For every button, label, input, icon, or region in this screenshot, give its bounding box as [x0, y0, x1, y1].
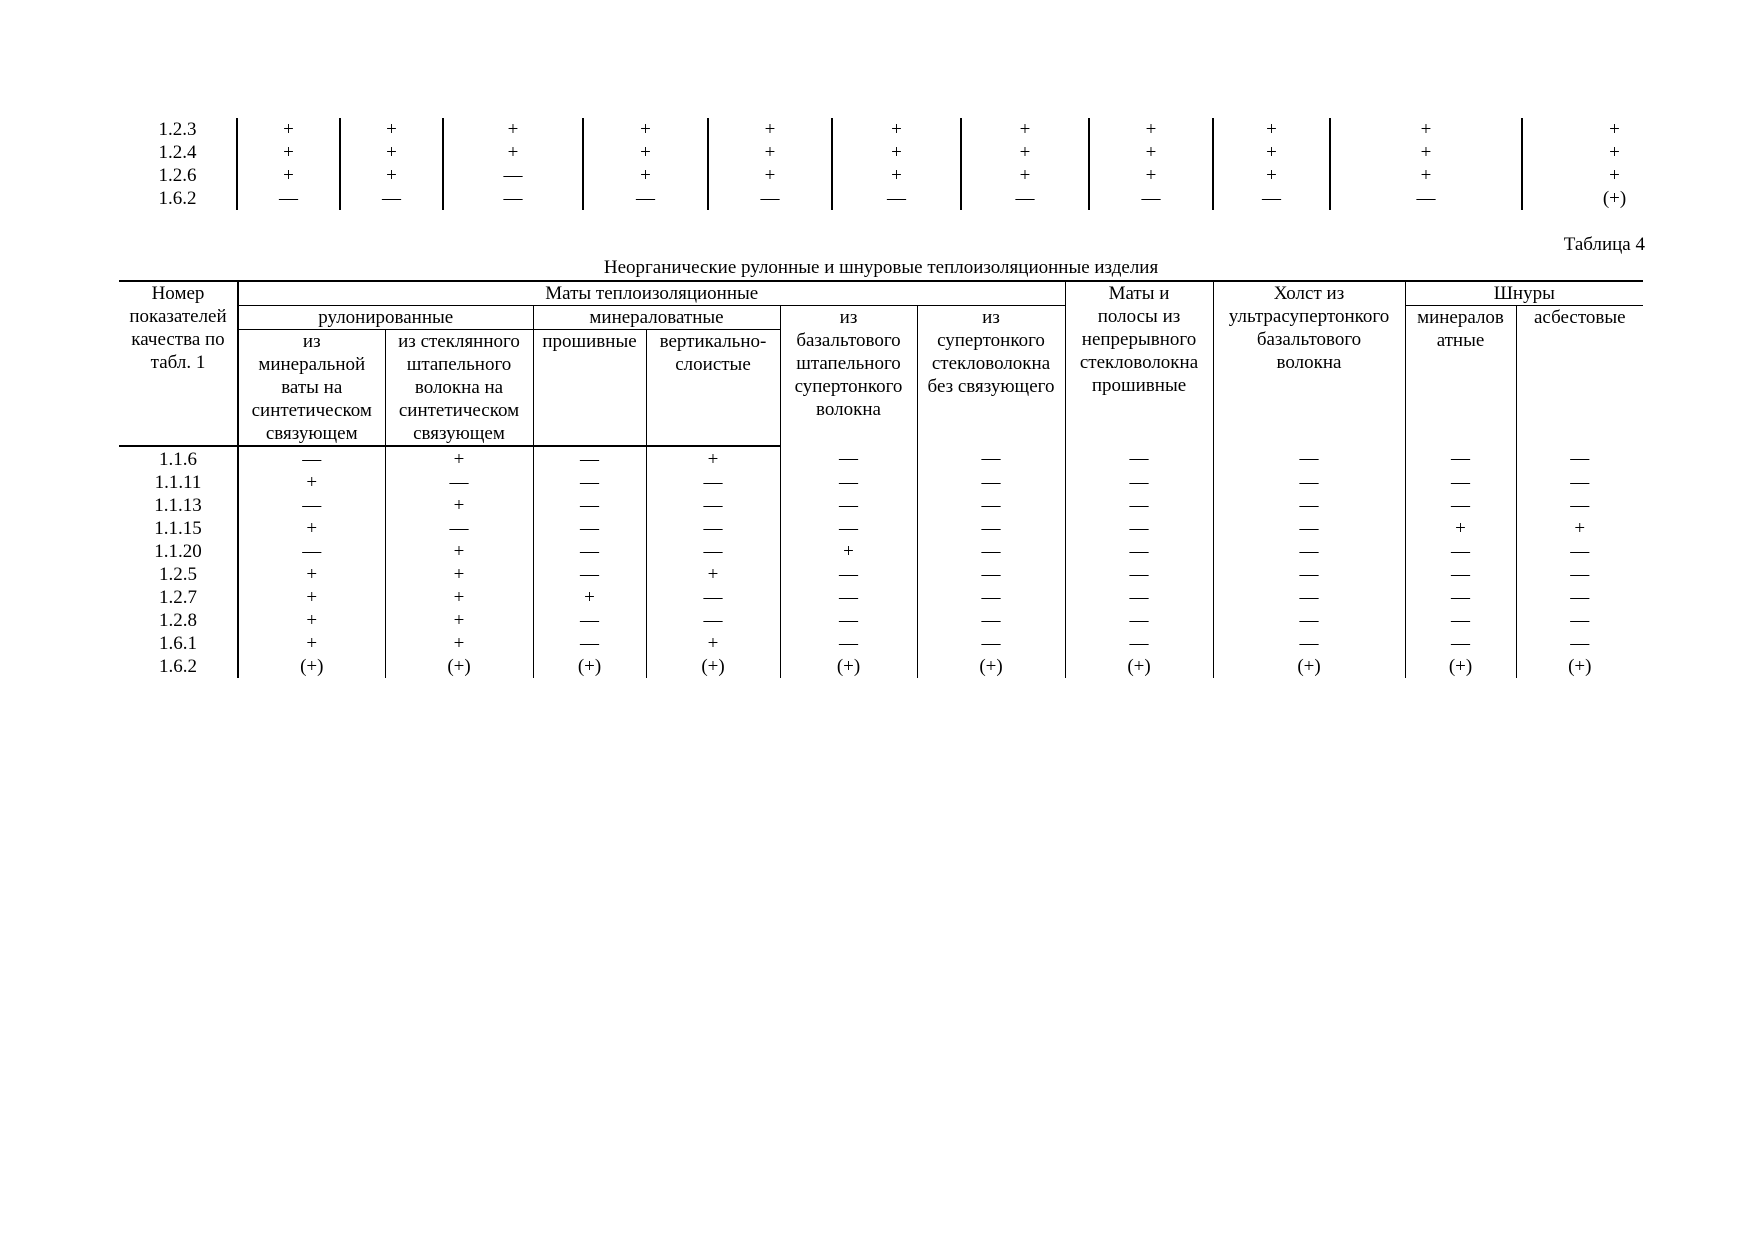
- header-rolled-mineral: из минеральной ваты на синтетическом связующем: [238, 330, 385, 447]
- table-cell: (+): [917, 655, 1065, 678]
- table-cell: +: [238, 517, 385, 540]
- table-cell: —: [1405, 632, 1516, 655]
- table-cell: (+): [238, 655, 385, 678]
- table-cell: —: [340, 187, 443, 210]
- table-cell: —: [443, 164, 583, 187]
- table-cell: —: [780, 563, 917, 586]
- table-cell: —: [1065, 446, 1213, 471]
- table-cell: —: [780, 517, 917, 540]
- table-row: [119, 517, 1643, 540]
- table-cell: —: [780, 471, 917, 494]
- table-cell: —: [1516, 471, 1643, 494]
- table-cell: +: [583, 118, 708, 141]
- table-row: [119, 141, 1706, 164]
- row-number: 1.6.2: [159, 656, 197, 677]
- table-cell: +: [832, 141, 961, 164]
- table-cell: +: [1089, 164, 1213, 187]
- table-cell: —: [1213, 632, 1405, 655]
- table-cell: +: [237, 164, 340, 187]
- table-cell: (+): [385, 655, 533, 678]
- table-cell: +: [1330, 141, 1522, 164]
- table-cell: —: [1065, 471, 1213, 494]
- table-cell: +: [780, 540, 917, 563]
- table-cell: +: [237, 118, 340, 141]
- table-cell: —: [1065, 586, 1213, 609]
- table-cell: —: [1516, 446, 1643, 471]
- table-cell: +: [1522, 118, 1706, 141]
- table-cell: +: [340, 141, 443, 164]
- table-cell: —: [1330, 187, 1522, 210]
- row-number: 1.2.8: [159, 610, 197, 631]
- table-caption: Таблица 4: [1563, 234, 1645, 255]
- table-cell: —: [646, 471, 780, 494]
- table-cell: +: [961, 118, 1089, 141]
- row-number: 1.1.13: [154, 495, 202, 516]
- table-cell: +: [1405, 517, 1516, 540]
- table-cell: +: [443, 118, 583, 141]
- table-cell: —: [1213, 609, 1405, 632]
- table-cell: —: [583, 187, 708, 210]
- table-cell: —: [917, 517, 1065, 540]
- table-cell: +: [1516, 517, 1643, 540]
- table-cell: +: [443, 141, 583, 164]
- table-cell: —: [1405, 494, 1516, 517]
- table-cell: —: [533, 494, 646, 517]
- table-cell: (+): [1213, 655, 1405, 678]
- table-cell: +: [832, 164, 961, 187]
- table-cell: +: [385, 586, 533, 609]
- table-row: [119, 609, 1643, 632]
- header-cords-asbestos: асбестовые: [1516, 306, 1643, 447]
- continuation-table: [119, 118, 1706, 210]
- table-cell: +: [832, 118, 961, 141]
- table-title: Неорганические рулонные и шнуровые теплоизоляционные изделия: [603, 257, 1159, 278]
- table-cell: —: [533, 517, 646, 540]
- table-cell: —: [1405, 563, 1516, 586]
- table-cell: +: [385, 540, 533, 563]
- table-cell: —: [1405, 586, 1516, 609]
- table-cell: —: [1405, 446, 1516, 471]
- table-cell: +: [583, 141, 708, 164]
- table-row: [119, 187, 1706, 210]
- table-cell: +: [385, 563, 533, 586]
- table-cell: (+): [1405, 655, 1516, 678]
- table-cell: —: [533, 446, 646, 471]
- table-cell: —: [917, 446, 1065, 471]
- table-cell: —: [533, 471, 646, 494]
- table-cell: —: [780, 632, 917, 655]
- table-cell: —: [1065, 540, 1213, 563]
- table-cell: —: [1516, 586, 1643, 609]
- header-mineral-wool: минераловатные: [533, 306, 780, 330]
- table-cell: (+): [533, 655, 646, 678]
- table-cell: —: [917, 494, 1065, 517]
- table-cell: —: [385, 517, 533, 540]
- table-cell: —: [917, 632, 1065, 655]
- table-row: [119, 118, 1706, 141]
- continuation-body: [119, 118, 1706, 210]
- table-cell: —: [646, 540, 780, 563]
- table-cell: +: [1089, 118, 1213, 141]
- row-number: 1.1.20: [154, 541, 202, 562]
- table-cell: +: [708, 141, 832, 164]
- table-row: [119, 586, 1643, 609]
- header-cords: Шнуры: [1405, 281, 1643, 306]
- row-number: 1.2.6: [158, 165, 197, 186]
- table-cell: +: [1089, 141, 1213, 164]
- table-cell: —: [646, 494, 780, 517]
- table-cell: —: [646, 586, 780, 609]
- table-cell: +: [1330, 164, 1522, 187]
- header-number: Номер показателей качества по табл. 1: [119, 281, 238, 446]
- table-cell: +: [238, 632, 385, 655]
- table-cell: (+): [646, 655, 780, 678]
- table-cell: —: [1516, 540, 1643, 563]
- table-cell: —: [917, 609, 1065, 632]
- table-cell: —: [533, 540, 646, 563]
- table-cell: +: [583, 164, 708, 187]
- table-cell: —: [780, 446, 917, 471]
- table-cell: —: [1065, 494, 1213, 517]
- table-cell: —: [780, 494, 917, 517]
- table-cell: +: [1522, 164, 1706, 187]
- table-cell: —: [533, 563, 646, 586]
- table-cell: —: [1405, 609, 1516, 632]
- table-cell: —: [917, 540, 1065, 563]
- table-cell: —: [238, 446, 385, 471]
- row-number: 1.2.3: [158, 119, 197, 140]
- table-cell: +: [708, 118, 832, 141]
- table-cell: —: [238, 540, 385, 563]
- table-cell: —: [237, 187, 340, 210]
- table-cell: +: [385, 632, 533, 655]
- header-basalt: из базальтового штапельного супертонкого волокна: [780, 306, 917, 447]
- table-cell: —: [533, 609, 646, 632]
- header-rolled: рулонированные: [238, 306, 533, 330]
- table-cell: —: [1213, 494, 1405, 517]
- header-cords-mineral: минералов атные: [1405, 306, 1516, 447]
- table-cell: —: [917, 586, 1065, 609]
- table-cell: (+): [1516, 655, 1643, 678]
- table-cell: —: [1516, 563, 1643, 586]
- header-mats-strips: Маты и полосы из непрерывного стекловолокна прошивные: [1065, 281, 1213, 446]
- table-cell: +: [1213, 118, 1330, 141]
- header-stitched: прошивные: [533, 330, 646, 447]
- table-cell: +: [961, 164, 1089, 187]
- table-cell: —: [443, 187, 583, 210]
- table-cell: —: [1516, 609, 1643, 632]
- table-row: [119, 563, 1643, 586]
- table-cell: +: [1213, 164, 1330, 187]
- table-cell: —: [1213, 563, 1405, 586]
- table-cell: —: [1065, 563, 1213, 586]
- table-cell: (+): [780, 655, 917, 678]
- table-row: [119, 471, 1643, 494]
- table-cell: +: [646, 446, 780, 471]
- table-row: [119, 540, 1643, 563]
- row-number: 1.1.15: [154, 518, 202, 539]
- table-cell: +: [238, 563, 385, 586]
- table-row: [119, 632, 1643, 655]
- table-cell: —: [917, 471, 1065, 494]
- table-cell: —: [780, 609, 917, 632]
- row-number: 1.2.5: [159, 564, 197, 585]
- table-cell: +: [340, 118, 443, 141]
- table-cell: —: [1213, 187, 1330, 210]
- table-cell: —: [1516, 494, 1643, 517]
- row-number: 1.1.11: [154, 472, 202, 493]
- table-cell: +: [708, 164, 832, 187]
- table-4: [119, 256, 1643, 678]
- table-cell: +: [646, 563, 780, 586]
- table-cell: —: [533, 632, 646, 655]
- row-number: 1.2.7: [159, 587, 197, 608]
- header-canvas: Холст из ультрасупертонкого базальтового волокна: [1213, 281, 1405, 446]
- row-number: 1.6.1: [159, 633, 197, 654]
- table-cell: +: [340, 164, 443, 187]
- table-cell: +: [1213, 141, 1330, 164]
- table-cell: +: [385, 494, 533, 517]
- table-cell: +: [238, 609, 385, 632]
- table-cell: —: [780, 586, 917, 609]
- table-cell: —: [1516, 632, 1643, 655]
- row-number: 1.6.2: [158, 188, 197, 209]
- table-row: [119, 655, 1643, 678]
- table-cell: —: [238, 494, 385, 517]
- header-rolled-glass: из стеклянного штапельного волокна на синтетическом связующем: [385, 330, 533, 447]
- table-cell: —: [646, 517, 780, 540]
- table-cell: +: [385, 446, 533, 471]
- table-cell: +: [238, 586, 385, 609]
- table-cell: —: [917, 563, 1065, 586]
- table-cell: —: [1065, 609, 1213, 632]
- table-cell: +: [646, 632, 780, 655]
- table-cell: —: [1213, 540, 1405, 563]
- table-cell: —: [961, 187, 1089, 210]
- table-cell: (+): [1065, 655, 1213, 678]
- table-cell: —: [1213, 446, 1405, 471]
- header-vertical: вертикально- слоистые: [646, 330, 780, 447]
- table-cell: —: [1213, 586, 1405, 609]
- row-number: 1.2.4: [158, 142, 197, 163]
- table-cell: +: [1330, 118, 1522, 141]
- table-cell: —: [1065, 632, 1213, 655]
- table-cell: —: [1089, 187, 1213, 210]
- row-number: 1.1.6: [159, 449, 197, 470]
- table-cell: —: [646, 609, 780, 632]
- table-4-body: [119, 446, 1643, 678]
- table-cell: +: [238, 471, 385, 494]
- table-cell: +: [1522, 141, 1706, 164]
- table-cell: —: [1213, 517, 1405, 540]
- table-row: [119, 164, 1706, 187]
- table-cell: +: [237, 141, 340, 164]
- table-row: [119, 494, 1643, 517]
- table-cell: +: [533, 586, 646, 609]
- table-cell: —: [708, 187, 832, 210]
- table-row: [119, 446, 1643, 471]
- header-superthin: из супертонкого стекловолокна без связующего: [917, 306, 1065, 447]
- table-cell: +: [961, 141, 1089, 164]
- table-cell: +: [385, 609, 533, 632]
- table-cell: —: [1213, 471, 1405, 494]
- table-cell: —: [1405, 471, 1516, 494]
- table-cell: —: [1065, 517, 1213, 540]
- table-cell: (+): [1522, 187, 1706, 210]
- table-cell: —: [385, 471, 533, 494]
- header-mats: Маты теплоизоляционные: [238, 281, 1065, 306]
- table-cell: —: [832, 187, 961, 210]
- table-cell: —: [1405, 540, 1516, 563]
